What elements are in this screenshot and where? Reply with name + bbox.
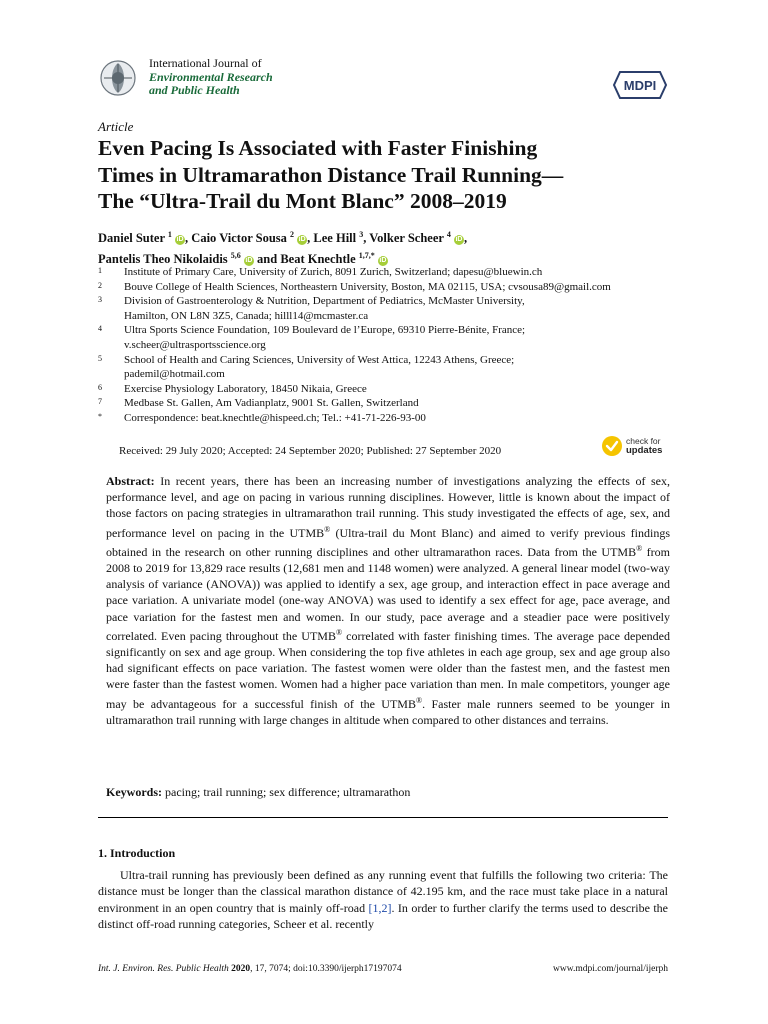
orcid-icon[interactable]: iD <box>245 257 253 265</box>
abstract-label: Abstract: <box>106 474 155 488</box>
author: Beat Knechtle $^{1,7,*}$ iD <box>280 251 387 267</box>
keywords <box>106 785 670 800</box>
title-line: The “Ultra-Trail du Mont Blanc” 2008–2019 <box>98 189 507 213</box>
affiliation-line: Correspondence: beat.knechtle@hispeed.ch; Tel.: +41-71-226-93-00 <box>124 411 426 424</box>
affiliations <box>98 265 678 426</box>
affiliation-item <box>98 396 678 411</box>
title-line: Times in Ultramarathon Distance Trail Running— <box>98 162 564 187</box>
section-divider <box>98 817 668 818</box>
affiliation-line: Bouve College of Health Sciences, Northeastern University, Boston, MA 02115, USA; cvsousa89@gmail.com <box>124 280 611 293</box>
affiliation-number: 4 <box>98 324 102 334</box>
affiliation-line: Institute of Primary Care, University of Zurich, 8091 Zurich, Switzerland; dapesu@bluewin.ch <box>124 266 543 278</box>
affiliation-number: 7 <box>98 397 102 407</box>
article-title <box>98 135 668 215</box>
affiliation-number: 2 <box>98 280 102 290</box>
affiliation-text <box>124 294 678 323</box>
journal-name-line2: Environmental Research <box>149 69 273 84</box>
mdpi-logo <box>612 70 668 100</box>
abstract: Abstract: In recent years, there has been an increasing number of investigations analyzing the effects of sex, performance level, and age on pacing in various running disciplines. However, little is known about the impact of those factors on pacing strategies in ultramarathon trail running. This study investigated the effects of age, sex, and performance level on pacing in the UTMB® (Ultra-trail du Mont Blanc) and aimed to verify previous findings obtained in the research on other running disciplines and other ultramarathon races. Data from the UTMB® from 2008 to 2019 for 13,829 race results (12,681 men and 1148 women) were analyzed. A general linear model (two-way analysis of variance (ANOVA)) was applied to identify a sex, age group, and interaction effect in pace average and pace variation. A univariate model (one-way ANOVA) was used to identify a sex effect for age, pace average, and pace variation for the fastest men and women. In our study, pace average and a steadier pace were positively correlated. Even pacing throughout the UTMB® correlated with faster finishing times. The average pace depended significantly on sex and age group. When considering the top five athletes in each age group, sex and age group also had significant effects on pace variation. The fastest women were older than the fastest men, and the fastest men were faster than the fastest women. Women had a higher pace variation than men. In male competitors, younger age may be advantageous for a successful finish of the UTMB®. Faster male runners seemed to be younger in ultramarathon trail running with large changes in altitude when compared to other distances and terrains. <box>106 474 671 727</box>
journal-name-line3: and Public Health <box>149 83 240 97</box>
affiliation-number: 6 <box>98 382 102 392</box>
footer-journal-url[interactable]: www.mdpi.com/journal/ijerph <box>553 964 668 974</box>
affiliation-item <box>98 280 678 295</box>
affiliation-number: * <box>98 411 102 421</box>
author: Caio Victor Sousa $^2$ iD , <box>191 230 311 246</box>
affiliation-number: 3 <box>98 295 102 305</box>
author: Lee Hill $^3$, <box>313 230 367 246</box>
footer-citation: Int. J. Environ. Res. Public Health 2020, 17, 7074; doi:10.3390/ijerph17197074 <box>98 964 402 974</box>
affiliation-text <box>124 265 678 280</box>
orcid-icon[interactable]: iD <box>379 257 387 265</box>
author-list <box>98 226 678 268</box>
journal-name-line1: International Journal of <box>149 56 262 70</box>
affiliation-item <box>98 323 678 352</box>
author: Daniel Suter $^1$ iD , <box>98 230 189 246</box>
keywords-text: pacing; trail running; sex difference; ultramarathon <box>162 785 411 799</box>
affiliation-text <box>124 396 678 411</box>
keywords-label: Keywords: <box>106 785 162 799</box>
orcid-icon[interactable]: iD <box>455 236 463 244</box>
affiliation-line: Ultra Sports Science Foundation, 109 Boulevard de l’Europe, 69310 Pierre-Bénite, France; <box>124 324 526 337</box>
affiliation-number: 1 <box>98 266 102 275</box>
affiliation-text <box>124 411 678 426</box>
affiliation-line: pademil@hotmail.com <box>124 368 225 381</box>
affiliation-item <box>98 265 678 280</box>
affiliation-line: Exercise Physiology Laboratory, 18450 Nikaia, Greece <box>124 382 367 395</box>
affiliation-text <box>124 353 678 382</box>
author: Pantelis Theo Nikolaidis $^{5,6}$ iD <box>98 251 253 267</box>
article-type: Article <box>98 119 134 134</box>
authors-and: and <box>257 252 278 267</box>
affiliation-line: School of Health and Caring Sciences, University of West Attica, 12243 Athens, Greece; <box>124 353 515 366</box>
check-updates-icon <box>601 435 623 457</box>
author: Volker Scheer $^4$ iD , <box>369 230 468 246</box>
affiliation-item <box>98 353 678 382</box>
affiliation-text <box>124 280 678 295</box>
affiliation-text <box>124 382 678 397</box>
affiliation-number: 5 <box>98 353 102 363</box>
affiliation-item <box>98 294 678 323</box>
affiliation-text <box>124 323 678 352</box>
check-updates-line1: check for <box>626 436 661 446</box>
check-updates-line2: updates <box>626 445 663 456</box>
mdpi-logo-text: MDPI <box>623 78 657 93</box>
affiliation-line: Hamilton, ON L8N 3Z5, Canada; hilll14@mcmaster.ca <box>124 309 369 322</box>
title-line: Even Pacing Is Associated with Faster Finishing <box>98 136 538 160</box>
journal-name <box>149 57 273 98</box>
affiliation-line: v.scheer@ultrasportsscience.org <box>124 338 266 351</box>
introduction-paragraph: Ultra-trail running has previously been defined as any running event that fulfills the following two criteria: The distance must be longer than the classical marathon distance of 42.195 km, and the race must take place in a natural environment in an open country that is mainly off-road [1,2]. In order to further clarify the terms used to describe the distinct off-road running categories, Scheer et al. recently <box>98 868 668 932</box>
check-for-updates-badge[interactable] <box>601 434 673 460</box>
affiliation-line: Medbase St. Gallen, Am Vadianplatz, 9001 St. Gallen, Switzerland <box>124 397 419 410</box>
affiliation-item <box>98 382 678 397</box>
section-heading: 1. Introduction <box>98 846 176 860</box>
orcid-icon[interactable]: iD <box>176 236 184 244</box>
publication-dates: Received: 29 July 2020; Accepted: 24 September 2020; Published: 27 September 2020 <box>119 445 502 457</box>
orcid-icon[interactable]: iD <box>298 236 306 244</box>
citation-link[interactable]: [1,2] <box>368 900 392 915</box>
affiliation-line: Division of Gastroenterology & Nutrition, Department of Pediatrics, McMaster University, <box>124 295 525 308</box>
affiliation-item <box>98 411 678 426</box>
ijerph-logo-icon <box>98 59 140 97</box>
